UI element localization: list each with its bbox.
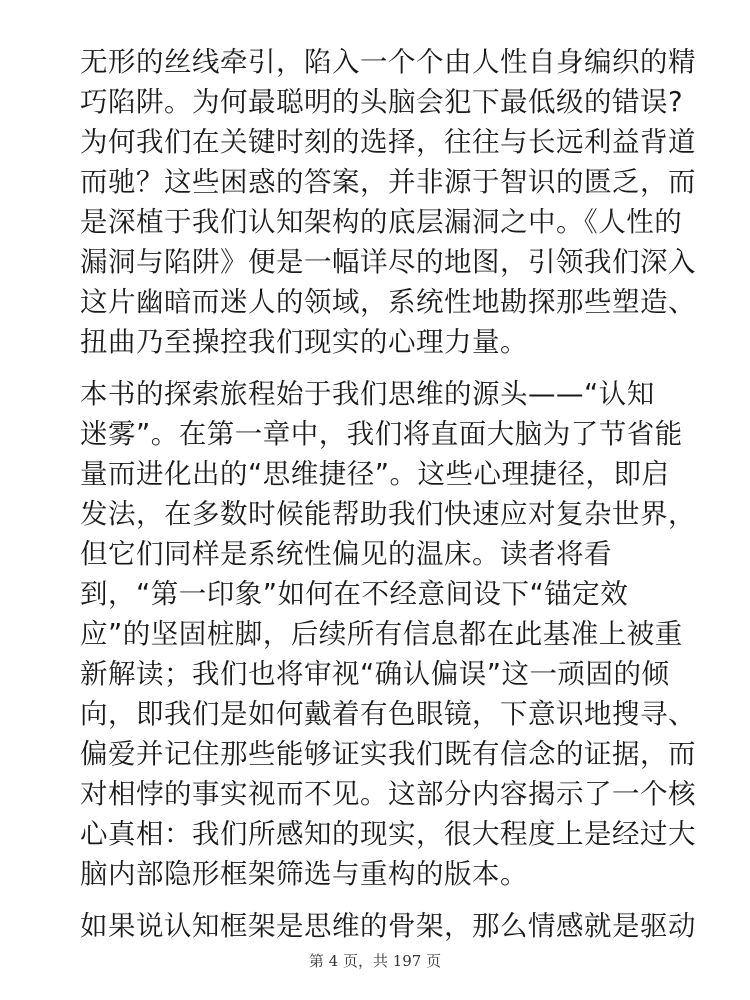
text-line: 对相悖的事实视而不见。这部分内容揭示了一个核 (80, 778, 696, 810)
document-body (80, 42, 696, 958)
page-number: 第 4 页，共 197 页 (308, 952, 442, 970)
text-line: 本书的探索旅程始于我们思维的源头——“认知 (80, 378, 655, 410)
text-line: 如果说认知框架是思维的骨架，那么情感就是驱动 (80, 910, 696, 942)
text-line: 量而进化出的“思维捷径”。这些心理捷径，即启 (80, 458, 670, 490)
text-line: 扭曲乃至操控我们现实的心理力量。 (80, 326, 528, 358)
text-line: 为何我们在关键时刻的选择，往往与长远利益背道 (80, 126, 696, 158)
text-line: 是深植于我们认知架构的底层漏洞之中。《人性的 (80, 206, 683, 238)
text-line: 新解读；我们也将审视“确认偏误”这一顽固的倾 (80, 658, 670, 690)
text-line: 向，即我们是如何戴着有色眼镜，下意识地搜寻、 (80, 698, 696, 730)
paragraph-2 (80, 374, 696, 894)
paragraph-1 (80, 42, 696, 362)
text-line: 发法，在多数时候能帮助我们快速应对复杂世界， (80, 498, 696, 530)
paragraph-3 (80, 906, 696, 946)
text-line: 心真相：我们所感知的现实，很大程度上是经过大 (80, 818, 696, 850)
text-line: 到，“第一印象”如何在不经意间设下“锚定效 (80, 578, 629, 610)
text-line: 但它们同样是系统性偏见的温床。读者将看 (80, 538, 612, 570)
text-line: 偏爱并记住那些能够证实我们既有信念的证据，而 (80, 738, 696, 770)
text-line: 而驰？这些困惑的答案，并非源于智识的匮乏，而 (80, 166, 696, 198)
text-line: 这片幽暗而迷人的领域，系统性地勘探那些塑造、 (80, 286, 696, 318)
text-line: 脑内部隐形框架筛选与重构的版本。 (80, 858, 528, 890)
text-line: 漏洞与陷阱》便是一幅详尽的地图，引领我们深入 (80, 246, 696, 278)
text-line: 应”的坚固桩脚，后续所有信息都在此基准上被重 (80, 618, 683, 650)
text-line: 迷雾”。在第一章中，我们将直面大脑为了节省能 (80, 418, 683, 450)
text-line: 巧陷阱。为何最聪明的头脑会犯下最低级的错误? (80, 86, 684, 118)
text-line: 无形的丝线牵引，陷入一个个由人性自身编织的精 (80, 46, 696, 78)
